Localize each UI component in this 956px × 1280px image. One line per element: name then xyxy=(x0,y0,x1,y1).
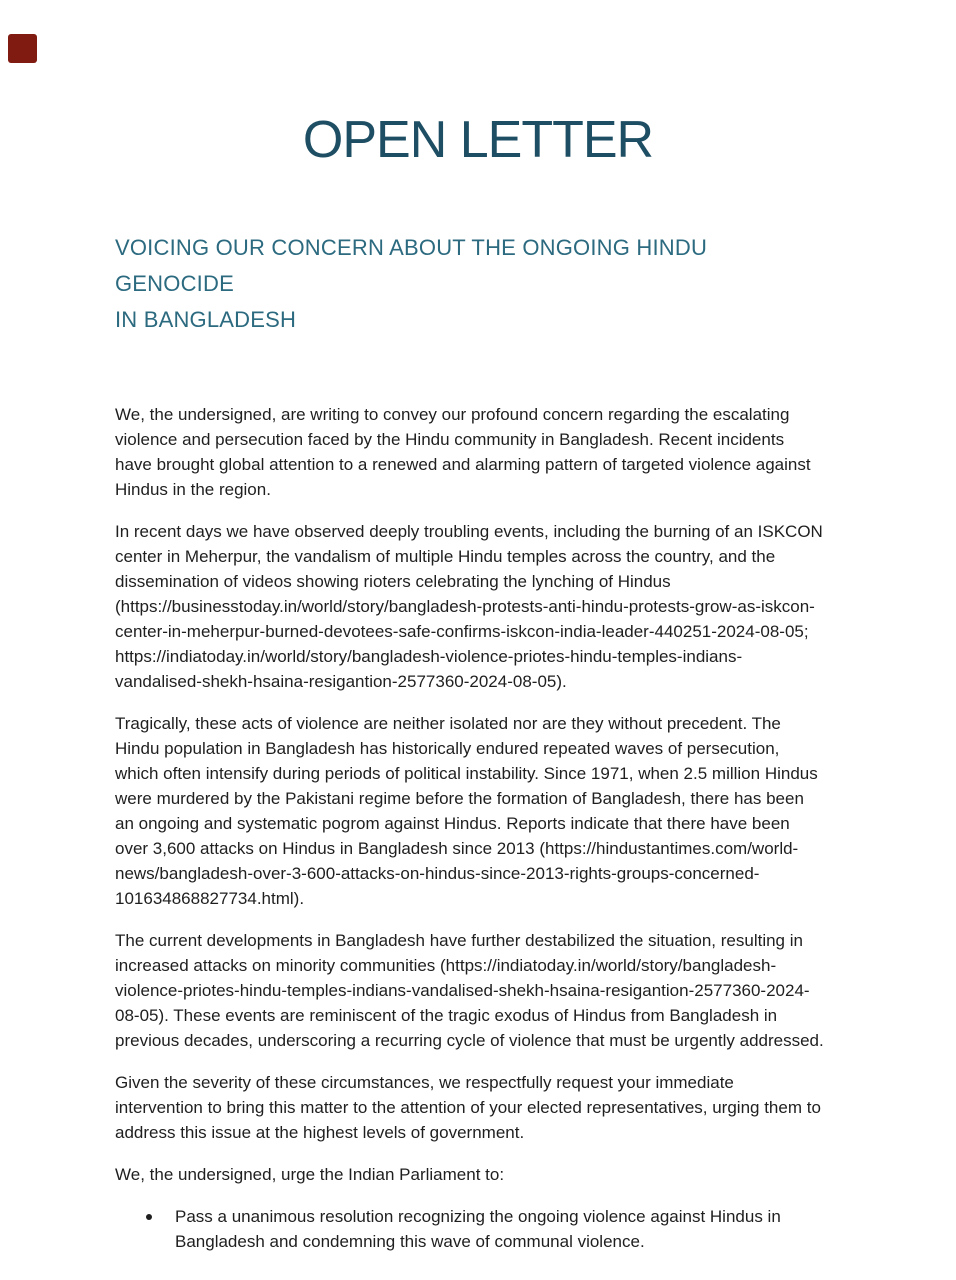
corner-marker xyxy=(8,34,37,63)
bullet-text: Pass a unanimous resolution recognizing the ongoing violence against Hindus in Bangladesh and condemning this wave of communal violence. xyxy=(175,1207,781,1251)
paragraph-urge-parliament: We, the undersigned, urge the Indian Parliament to: xyxy=(115,1165,505,1184)
paragraph-current-developments: The current developments in Bangladesh have further destabilized the situation, resulting in increased attacks on minority communities (https://indiatoday.in/world/story/bangladesh-violence-priotes-hindu-temples-indians-vandalised-shekh-hsaina-resigantion-2577360-2024-08-05). These events are reminiscent of the tragic exodus of Hindus from Bangladesh in previous decades, underscoring a recurring cycle of violence that must be urgently addressed. xyxy=(115,931,824,1050)
paragraph-historical-context: Tragically, these acts of violence are neither isolated nor are they without precedent. The Hindu population in Bangladesh has historically endured repeated waves of persecution, which often intensify during periods of political instability. Since 1971, when 2.5 million Hindus were murdered by the Pakistani regime before the formation of Bangladesh, there has been an ongoing and systematic pogrom against Hindus. Reports indicate that there have been over 3,600 attacks on Hindus in Bangladesh since 2013 (https://hindustantimes.com/world-news/bangladesh-over-3-600-attacks-on-hindus-since-2013-rights-groups-concerned-101634868827734.html). xyxy=(115,714,818,908)
bullet-item-resolution xyxy=(115,1204,825,1254)
letter-content xyxy=(115,230,825,1254)
paragraph-recent-events: In recent days we have observed deeply troubling events, including the burning of an ISKCON center in Meherpur, the vandalism of multiple Hindu temples across the country, and the dissemination of videos showing rioters celebrating the lynching of Hindus (https://businesstoday.in/world/story/bangladesh-protests-anti-hindu-protests-grow-as-iskcon-center-in-meherpur-burned-devotees-safe-confirms-iskcon-india-leader-440251-2024-08-05; https://indiatoday.in/world/story/bangladesh-violence-priotes-hindu-temples-indians-vandalised-shekh-hsaina-resigantion-2577360-2024-08-05). xyxy=(115,522,823,691)
paragraph-intro: We, the undersigned, are writing to convey our profound concern regarding the escalating violence and persecution faced by the Hindu community in Bangladesh. Recent incidents have brought global attention to a renewed and alarming pattern of targeted violence against Hindus in the region. xyxy=(115,405,811,499)
bullet-icon xyxy=(146,1214,152,1220)
subtitle-line-1: VOICING OUR CONCERN ABOUT THE ONGOING HINDU GENOCIDE xyxy=(115,235,708,296)
letter-subtitle xyxy=(115,230,825,338)
letter-body xyxy=(115,402,825,1254)
paragraph-request: Given the severity of these circumstances, we respectfully request your immediate intervention to bring this matter to the attention of your elected representatives, urging them to address this issue at the highest levels of government. xyxy=(115,1073,821,1142)
page-title: OPEN LETTER xyxy=(302,111,654,169)
subtitle-line-2: IN BANGLADESH xyxy=(115,307,297,332)
